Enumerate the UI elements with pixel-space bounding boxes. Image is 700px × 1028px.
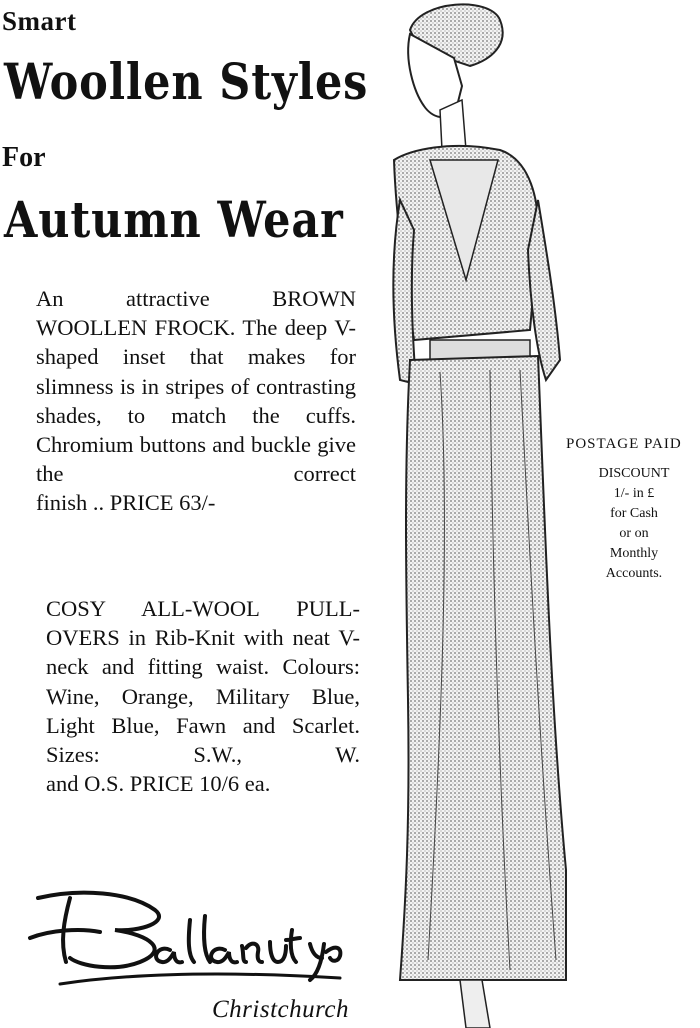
ballantynes-signature-logo — [20, 880, 350, 1000]
frock-price-line: finish .. PRICE 63/- — [36, 490, 216, 516]
side-notice-line: for Cash — [610, 506, 658, 521]
frock-description — [36, 284, 356, 518]
side-notice-line: Monthly — [609, 546, 659, 561]
woman-in-frock-illustration — [370, 0, 570, 1028]
pullover-price-line: and O.S. PRICE 10/6 ea. — [46, 771, 271, 797]
pullover-description — [46, 594, 360, 798]
pullover-text: COSY ALL-WOOL PULL-OVERS in Rib-Knit with neat V-neck and fitting waist. Colours: Wine, Orange, Military Blue, Light Blue, Fawn and Scarlet. Sizes: S.W., W. — [46, 596, 360, 768]
ad-title-line2: Autumn Wear — [4, 190, 344, 249]
side-notice-line: Accounts. — [605, 566, 663, 581]
side-notice — [564, 434, 700, 584]
side-notice-line: DISCOUNT — [598, 466, 670, 481]
side-notice-line: or on — [619, 526, 649, 541]
side-notice-line: 1/- in £ — [613, 486, 655, 501]
city-footer: Christchurch — [212, 996, 350, 1023]
side-notice-heading: POSTAGE PAID — [566, 436, 682, 452]
ad-smart: Smart — [2, 6, 77, 36]
ad-for: For — [2, 142, 46, 173]
ad-title-line1: Woollen Styles — [4, 52, 369, 111]
frock-text: An attractive BROWN WOOLLEN FROCK. The deep V-shaped inset that makes for slimness is in stripes of contrasting shades, to match the cuffs. Chromium buttons and buckle give the correct — [36, 286, 356, 487]
